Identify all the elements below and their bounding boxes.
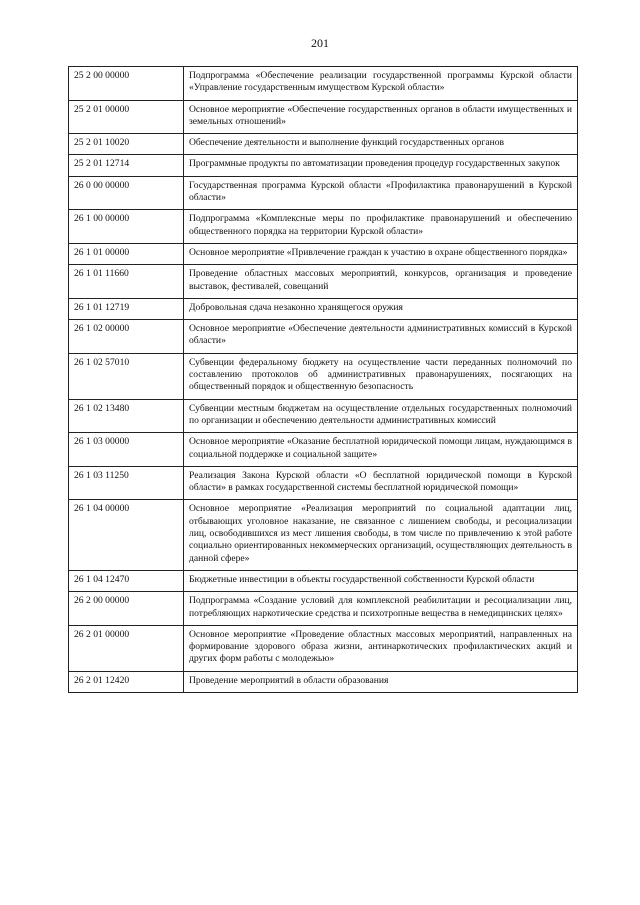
table-row (69, 353, 578, 399)
row-description-cell: Подпрограмма «Обеспечение реализации государственной программы Курской области «Управление государственным имуществом Курской области» (184, 67, 578, 101)
budget-classification-table (68, 66, 578, 693)
table-row (69, 243, 578, 264)
table-row (69, 134, 578, 155)
row-description-cell: Субвенции федеральному бюджету на осуществление части переданных полномочий по составлению протоколов об административных правонарушениях, посягающих на общественный порядок и общественную безопасность (184, 353, 578, 399)
table-row (69, 466, 578, 500)
row-description-cell: Бюджетные инвестиции в объекты государственной собственности Курской области (184, 570, 578, 591)
row-code-cell: 26 1 00 00000 (69, 210, 184, 244)
row-description-cell: Основное мероприятие «Обеспечение государственных органов в области имущественных и земельных отношений» (184, 100, 578, 134)
row-code-cell: 25 2 00 00000 (69, 67, 184, 101)
row-description-cell: Подпрограмма «Комплексные меры по профилактике правонарушений и обеспечению общественного порядка на территории Курской области» (184, 210, 578, 244)
row-description-cell: Субвенции местным бюджетам на осуществление отдельных государственных полномочий по организации и обеспечению деятельности административных комиссий (184, 399, 578, 433)
table-row (69, 155, 578, 176)
row-description-cell: Программные продукты по автоматизации проведения процедур государственных закупок (184, 155, 578, 176)
table-row (69, 625, 578, 671)
table-row (69, 210, 578, 244)
row-code-cell: 25 2 01 00000 (69, 100, 184, 134)
table-row (69, 320, 578, 354)
row-description-cell: Основное мероприятие «Привлечение граждан к участию в охране общественного порядка» (184, 243, 578, 264)
row-description-cell: Проведение областных массовых мероприятий, конкурсов, организация и проведение выставок, фестивалей, совещаний (184, 265, 578, 299)
row-description-cell: Основное мероприятие «Проведение областных массовых мероприятий, направленных на формирование здорового образа жизни, антинаркотических профилактических акций и других форм работы с молодежью» (184, 625, 578, 671)
row-code-cell: 26 1 02 57010 (69, 353, 184, 399)
row-code-cell: 26 1 01 00000 (69, 243, 184, 264)
table-row (69, 176, 578, 210)
table-row (69, 399, 578, 433)
table-row (69, 100, 578, 134)
table-row (69, 265, 578, 299)
row-code-cell: 26 1 03 00000 (69, 433, 184, 467)
row-code-cell: 26 2 01 00000 (69, 625, 184, 671)
table-row (69, 500, 578, 570)
row-code-cell: 26 0 00 00000 (69, 176, 184, 210)
row-code-cell: 26 1 03 11250 (69, 466, 184, 500)
row-code-cell: 26 2 01 12420 (69, 671, 184, 692)
row-description-cell: Основное мероприятие «Обеспечение деятельности административных комиссий в Курской области» (184, 320, 578, 354)
table-row (69, 570, 578, 591)
table-row (69, 671, 578, 692)
table-row (69, 433, 578, 467)
table-row (69, 592, 578, 626)
row-code-cell: 26 1 04 12470 (69, 570, 184, 591)
row-code-cell: 26 1 02 00000 (69, 320, 184, 354)
row-description-cell: Реализация Закона Курской области «О бесплатной юридической помощи в Курской области» в рамках государственной системы бесплатной юридической помощи» (184, 466, 578, 500)
row-code-cell: 25 2 01 12714 (69, 155, 184, 176)
table-body (69, 67, 578, 693)
row-description-cell: Обеспечение деятельности и выполнение функций государственных органов (184, 134, 578, 155)
row-code-cell: 26 1 04 00000 (69, 500, 184, 570)
table-row (69, 298, 578, 319)
page-number: 201 (311, 36, 329, 50)
row-code-cell: 26 2 00 00000 (69, 592, 184, 626)
table-row (69, 67, 578, 101)
row-code-cell: 25 2 01 10020 (69, 134, 184, 155)
row-description-cell: Основное мероприятие «Реализация мероприятий по социальной адаптации лиц, отбывающих уголовное наказание, не связанное с лишением свободы, и ресоциализации лиц, освободившихся из мест лишения свободы, в том числе по привлечению к этой работе социально ориентированных некоммерческих организаций, осуществляющих деятельность в данной сфере» (184, 500, 578, 570)
row-description-cell: Проведение мероприятий в области образования (184, 671, 578, 692)
row-description-cell: Основное мероприятие «Оказание бесплатной юридической помощи лицам, нуждающимся в социальной поддержке и социальной защите» (184, 433, 578, 467)
row-code-cell: 26 1 01 12719 (69, 298, 184, 319)
row-description-cell: Подпрограмма «Создание условий для комплексной реабилитации и ресоциализации лиц, потребляющих наркотические средства и психотропные вещества в немедицинских целях» (184, 592, 578, 626)
row-code-cell: 26 1 01 11660 (69, 265, 184, 299)
row-description-cell: Добровольная сдача незаконно хранящегося оружия (184, 298, 578, 319)
row-description-cell: Государственная программа Курской области «Профилактика правонарушений в Курской области» (184, 176, 578, 210)
row-code-cell: 26 1 02 13480 (69, 399, 184, 433)
